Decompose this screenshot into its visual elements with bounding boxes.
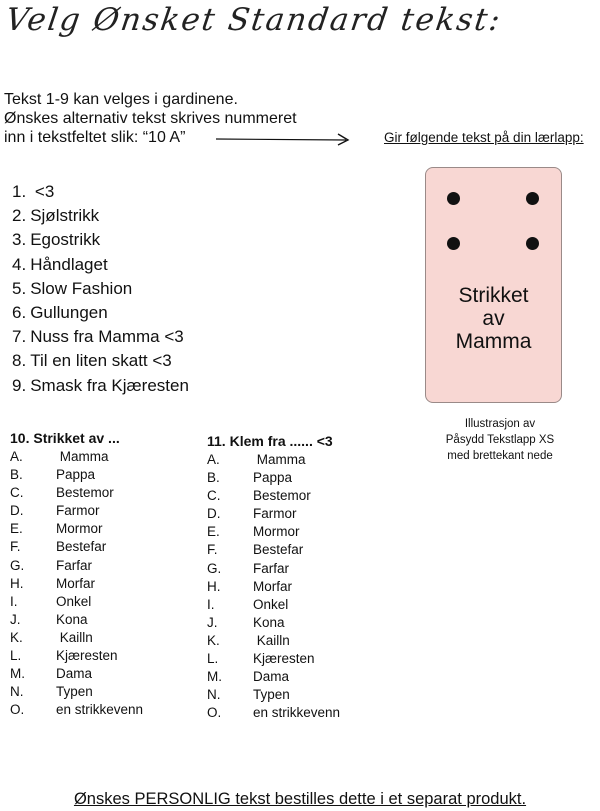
item-text: Egostrikk <box>30 230 101 250</box>
item-letter: D. <box>207 506 221 522</box>
item-name: Dama <box>56 666 93 682</box>
item-text: Smask fra Kjæresten <box>30 375 189 395</box>
item-name: en strikkevenn <box>56 702 144 718</box>
list-item <box>207 541 340 559</box>
list-item <box>10 466 143 484</box>
item-name: Onkel <box>56 593 92 609</box>
hole-dot <box>447 192 460 205</box>
list-item <box>10 448 143 466</box>
list-item <box>12 325 189 349</box>
item-name: Mamma <box>253 452 306 467</box>
item-text: Nuss fra Mamma <3 <box>30 327 184 347</box>
list-item <box>207 469 340 487</box>
caption-line-2: Påsydd Tekstlapp XS <box>445 434 555 446</box>
item-name: Kona <box>253 614 285 630</box>
list-item <box>10 502 143 520</box>
tag-line-1: Strikket <box>458 284 529 307</box>
item-text: Slow Fashion <box>30 278 133 298</box>
item-letter: A. <box>10 449 23 464</box>
item-name: Typen <box>253 687 290 703</box>
item-number: 4. <box>12 254 27 274</box>
intro-line-1: Tekst 1-9 kan velges i gardinene. <box>4 91 238 108</box>
page-title: Velg Ønsket Standard tekst: <box>3 2 505 38</box>
list-item <box>207 487 340 505</box>
item-name: Morfar <box>56 575 96 591</box>
item-name: Bestemor <box>253 488 311 504</box>
item-name: Mormor <box>56 521 103 537</box>
item-letter: G. <box>10 557 25 573</box>
item-name: Bestemor <box>56 485 114 501</box>
item-letter: M. <box>10 666 25 682</box>
list-item <box>10 575 143 593</box>
list-item <box>12 349 189 373</box>
list-item <box>12 228 189 252</box>
item-letter: O. <box>207 705 222 721</box>
list-item <box>207 451 340 469</box>
item-letter: K. <box>10 629 23 645</box>
standard-text-list <box>12 180 189 398</box>
result-label: Gir følgende tekst på din lærlapp: <box>384 130 584 145</box>
item-letter: A. <box>207 452 220 467</box>
list-item <box>10 683 143 701</box>
item-number: 1. <box>12 182 27 201</box>
illustration-caption <box>430 416 570 464</box>
list-item <box>12 204 189 228</box>
item-number: 8. <box>12 351 27 371</box>
item-letter: M. <box>207 669 222 685</box>
list-10-heading: 10. Strikket av ... <box>10 430 120 446</box>
list-item <box>10 665 143 683</box>
item-text: Til en liten skatt <3 <box>30 351 172 371</box>
list-item <box>207 614 340 632</box>
item-number: 7. <box>12 327 27 347</box>
tag-line-2: av <box>482 307 505 330</box>
item-number: 6. <box>12 302 27 322</box>
item-name: Pappa <box>253 470 293 486</box>
list-item <box>10 629 143 647</box>
item-name: Kjæresten <box>253 651 315 667</box>
item-letter: F. <box>207 542 218 558</box>
hole-dot <box>447 237 460 250</box>
list-11 <box>207 433 340 722</box>
list-item <box>10 557 143 575</box>
list-item <box>10 593 143 611</box>
list-item <box>10 647 143 665</box>
item-name: Farmor <box>56 503 100 519</box>
hole-dot <box>526 192 539 205</box>
list-item <box>12 277 189 301</box>
list-item <box>207 686 340 704</box>
item-letter: D. <box>10 503 24 519</box>
list-item <box>10 701 143 719</box>
caption-line-1: Illustrasjon av <box>464 418 536 430</box>
list-item <box>12 374 189 398</box>
item-letter: L. <box>207 651 219 667</box>
item-text: Håndlaget <box>30 254 108 274</box>
list-item <box>10 484 143 502</box>
list-item <box>207 523 340 541</box>
item-text: Sjølstrikk <box>30 206 100 226</box>
list-item <box>207 560 340 578</box>
item-letter: O. <box>10 702 25 718</box>
footer-note: Ønskes PERSONLIG tekst bestilles dette i et separat produkt. <box>73 790 527 808</box>
item-name: Mormor <box>253 524 300 540</box>
item-letter: B. <box>10 467 23 483</box>
item-letter: N. <box>10 684 24 700</box>
list-item <box>207 668 340 686</box>
item-letter: J. <box>207 614 218 630</box>
list-item <box>207 505 340 523</box>
item-number: 3. <box>12 230 27 250</box>
list-item <box>12 180 189 204</box>
item-name: Farmor <box>253 506 297 522</box>
item-name: Bestefar <box>56 539 107 555</box>
item-name: Pappa <box>56 467 96 483</box>
item-number: 2. <box>12 206 27 226</box>
list-item <box>207 632 340 650</box>
item-name: Kjæresten <box>56 648 118 664</box>
list-item <box>12 301 189 325</box>
list-item <box>207 650 340 668</box>
list-item <box>10 538 143 556</box>
item-letter: N. <box>207 687 221 703</box>
item-letter: G. <box>207 560 222 576</box>
list-item <box>207 578 340 596</box>
item-name: Onkel <box>253 596 289 612</box>
item-name: Kona <box>56 611 88 627</box>
item-name: Kailln <box>56 629 93 645</box>
item-letter: H. <box>10 575 24 591</box>
item-letter: B. <box>207 470 220 486</box>
tag-line-3: Mamma <box>455 330 532 353</box>
item-text: <3 <box>30 182 55 201</box>
item-letter: K. <box>207 632 220 648</box>
item-text: Gullungen <box>30 302 108 322</box>
list-item <box>207 704 340 722</box>
item-letter: F. <box>10 539 21 555</box>
item-letter: E. <box>10 521 23 537</box>
list-item <box>10 611 143 629</box>
item-name: Dama <box>253 669 290 685</box>
caption-line-3: med brettekant nede <box>447 450 553 462</box>
item-name: Kailln <box>253 632 290 648</box>
list-11-heading: 11. Klem fra ...... <3 <box>207 433 333 449</box>
item-letter: C. <box>10 485 24 501</box>
list-item <box>10 520 143 538</box>
item-name: Morfar <box>253 578 293 594</box>
item-name: Typen <box>56 684 93 700</box>
label-tag-preview <box>425 167 562 403</box>
item-name: en strikkevenn <box>253 705 341 721</box>
intro-line-3: inn i tekstfeltet slik: “10 A” <box>4 129 186 146</box>
list-10 <box>10 430 143 719</box>
item-letter: L. <box>10 648 22 664</box>
item-name: Farfar <box>253 560 290 576</box>
arrow-right-icon <box>214 131 354 147</box>
list-item <box>207 596 340 614</box>
item-letter: J. <box>10 611 21 627</box>
item-number: 9. <box>12 375 27 395</box>
list-item <box>12 253 189 277</box>
hole-dot <box>526 237 539 250</box>
item-letter: C. <box>207 488 221 504</box>
item-name: Mamma <box>56 449 109 464</box>
item-letter: I. <box>207 596 215 612</box>
item-letter: H. <box>207 578 221 594</box>
item-number: 5. <box>12 278 27 298</box>
item-name: Farfar <box>56 557 93 573</box>
tag-text <box>426 284 561 353</box>
item-name: Bestefar <box>253 542 304 558</box>
item-letter: E. <box>207 524 220 540</box>
intro-line-2: Ønskes alternativ tekst skrives nummeret <box>4 110 297 127</box>
item-letter: I. <box>10 593 18 609</box>
